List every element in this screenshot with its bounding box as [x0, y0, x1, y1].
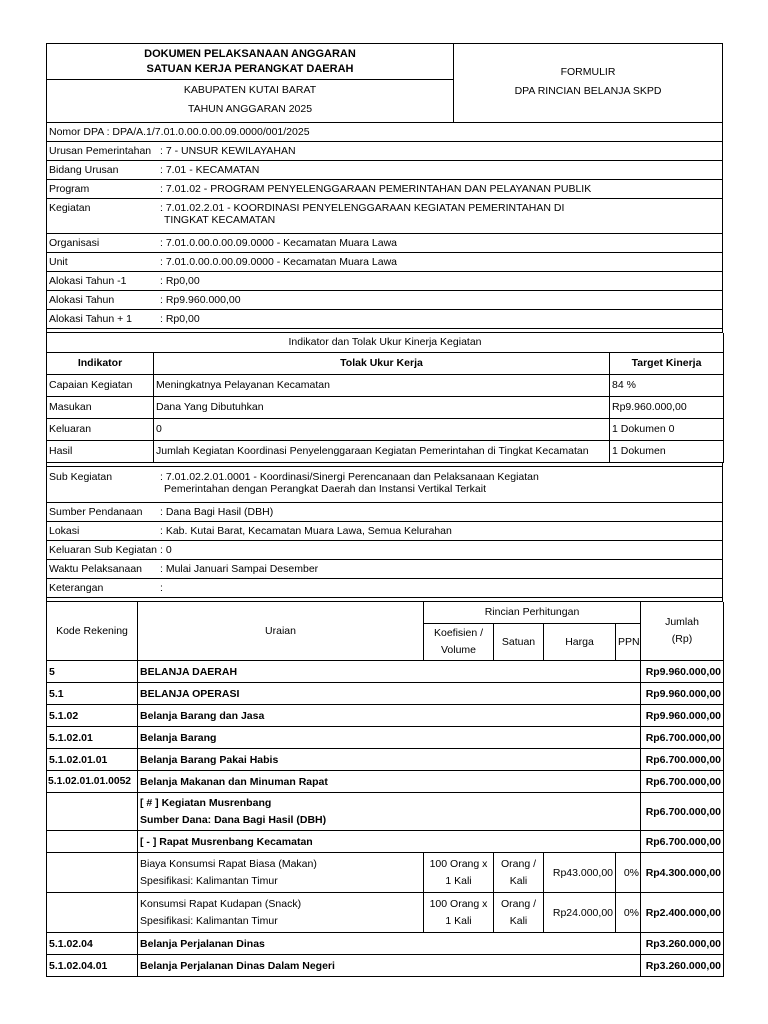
uraian-cell: Belanja Makanan dan Minuman Rapat	[138, 771, 641, 793]
sub-value: : Mulai Januari Sampai Desember	[160, 562, 319, 575]
col-koef-line2: Volume	[440, 644, 477, 656]
jumlah-cell: Rp4.300.000,00	[641, 853, 724, 893]
tolak-cell: Jumlah Kegiatan Koordinasi Penyelenggaraan Kegiatan Pemerintahan di Tingkat Kecamatan	[154, 440, 610, 462]
col-satuan: Satuan	[494, 624, 544, 661]
title-line-1: DOKUMEN PELAKSANAAN ANGGARAN	[144, 48, 356, 60]
jumlah-cell: Rp9.960.000,00	[641, 705, 724, 727]
info-row	[46, 234, 723, 253]
sub-value-line1: : 7.01.02.2.01.0001 - Koordinasi/Sinergi Perencanaan dan Pelaksanaan Kegiatan	[160, 470, 539, 483]
info-label: Alokasi Tahun + 1	[49, 313, 132, 325]
jumlah-cell: Rp6.700.000,00	[641, 749, 724, 771]
koef-line1: 100 Orang x	[429, 897, 488, 910]
col-kode: Kode Rekening	[47, 602, 138, 661]
jumlah-cell: Rp2.400.000,00	[641, 893, 724, 933]
info-value-line1: : 7.01.02.2.01 - KOORDINASI PENYELENGGARAAN KEGIATAN PEMERINTAHAN DI	[160, 202, 565, 214]
sub-row	[46, 579, 723, 598]
item-row	[47, 853, 724, 893]
title-line-2: SATUAN KERJA PERANGKAT DAERAH	[146, 63, 354, 75]
info-label: Organisasi	[49, 237, 100, 249]
jumlah-cell: Rp6.700.000,00	[641, 727, 724, 749]
jumlah-cell: Rp3.260.000,00	[641, 955, 724, 977]
info-value-line2: TINGKAT KECAMATAN	[164, 214, 276, 226]
koef-line2: 1 Kali	[445, 874, 472, 887]
koef-line1: 100 Orang x	[429, 857, 488, 870]
sub-row	[46, 467, 723, 503]
kode-cell	[47, 893, 138, 933]
col-ppn: PPN	[616, 624, 641, 661]
satuan-line1: Orang /	[500, 857, 537, 870]
uraian-cell: Belanja Perjalanan Dinas	[138, 933, 641, 955]
uraian-cell: [ - ] Rapat Musrenbang Kecamatan	[138, 831, 641, 853]
target-cell: 1 Dokumen 0	[610, 418, 724, 440]
info-label: Alokasi Tahun	[49, 294, 115, 306]
info-value: : 7.01.02 - PROGRAM PENYELENGGARAAN PEMERINTAHAN DAN PELAYANAN PUBLIK	[160, 183, 592, 195]
info-row	[46, 161, 723, 180]
jumlah-cell: Rp6.700.000,00	[641, 793, 724, 831]
ppn-cell: 0%	[616, 853, 641, 893]
col-jumlah-line1: Jumlah	[665, 615, 699, 628]
sub-value-line2: Pemerintahan dengan Perangkat Daerah dan Instansi Vertikal Terkait	[164, 482, 487, 495]
target-cell: 1 Dokumen	[610, 440, 724, 462]
col-rincian: Rincian Perhitungan	[424, 602, 641, 624]
col-koefisien	[424, 624, 494, 661]
jumlah-cell: Rp9.960.000,00	[641, 661, 724, 683]
nomor-dpa-text: Nomor DPA : DPA/A.1/7.01.0.00.0.00.09.0000/001/2025	[49, 126, 310, 138]
info-label: Alokasi Tahun -1	[49, 275, 127, 287]
info-value: : 7.01.0.00.0.00.09.0000 - Kecamatan Muara Lawa	[160, 256, 397, 268]
kode-cell: 5.1.02.01.01	[47, 749, 138, 771]
table-row	[47, 749, 724, 771]
header-right	[454, 44, 722, 122]
col-target: Target Kinerja	[610, 352, 724, 374]
sub-value: : Kab. Kutai Barat, Kecamatan Muara Lawa, Semua Kelurahan	[160, 524, 452, 537]
sub-label: Keluaran Sub Kegiatan	[49, 543, 157, 556]
ppn-cell: 0%	[616, 893, 641, 933]
satuan-cell	[494, 893, 544, 933]
header-title	[47, 47, 453, 77]
region-label: KABUPATEN KUTAI BARAT	[183, 84, 317, 96]
item-spek: Spesifikasi: Kalimantan Timur	[140, 874, 278, 887]
satuan-line1: Orang /	[500, 897, 537, 910]
info-row	[46, 199, 723, 234]
uraian-cell: Belanja Perjalanan Dinas Dalam Negeri	[138, 955, 641, 977]
kode-cell: 5	[47, 661, 138, 683]
satuan-line2: Kali	[509, 914, 528, 927]
document-header	[46, 43, 723, 123]
info-row	[46, 272, 723, 291]
kode-cell: 5.1	[47, 683, 138, 705]
item-spek: Spesifikasi: Kalimantan Timur	[140, 914, 278, 927]
sub-value: : 0	[160, 543, 172, 556]
info-row	[46, 180, 723, 199]
info-value	[160, 202, 722, 226]
indikator-cell: Keluaran	[47, 418, 154, 440]
target-cell: Rp9.960.000,00	[610, 396, 724, 418]
table-row	[47, 705, 724, 727]
info-label: Program	[49, 183, 90, 195]
item-name: Biaya Konsumsi Rapat Biasa (Makan)	[140, 857, 317, 870]
harga-cell: Rp24.000,00	[544, 893, 616, 933]
sub-label: Sub Kegiatan	[49, 470, 113, 483]
table-row	[47, 683, 724, 705]
info-value: : 7.01.0.00.0.00.09.0000 - Kecamatan Muara Lawa	[160, 237, 397, 249]
sub-row	[46, 522, 723, 541]
group-line2: Sumber Dana: Dana Bagi Hasil (DBH)	[140, 813, 327, 826]
indikator-cell: Capaian Kegiatan	[47, 374, 154, 396]
info-label: Urusan Pemerintahan	[49, 145, 152, 157]
item-row	[47, 893, 724, 933]
uraian-cell: BELANJA DAERAH	[138, 661, 641, 683]
kode-cell: 5.1.02.04	[47, 933, 138, 955]
info-row	[46, 291, 723, 310]
sub-label: Lokasi	[49, 524, 80, 537]
sub-value	[160, 471, 722, 495]
form-label: FORMULIR	[560, 66, 616, 78]
year-label: TAHUN ANGGARAN 2025	[187, 103, 313, 115]
table-row	[47, 727, 724, 749]
info-value: : 7.01 - KECAMATAN	[160, 164, 260, 176]
indikator-title: Indikator dan Tolak Ukur Kinerja Kegiatan	[47, 333, 724, 352]
col-jumlah	[641, 602, 724, 661]
sub-row	[46, 560, 723, 579]
sub-value: :	[160, 581, 163, 594]
group-row	[47, 793, 724, 831]
uraian-cell: Belanja Barang dan Jasa	[138, 705, 641, 727]
col-tolak: Tolak Ukur Kerja	[154, 352, 610, 374]
table-row	[47, 661, 724, 683]
col-uraian: Uraian	[138, 602, 424, 661]
info-value: : 7 - UNSUR KEWILAYAHAN	[160, 145, 296, 157]
jumlah-cell: Rp6.700.000,00	[641, 831, 724, 853]
col-harga: Harga	[544, 624, 616, 661]
item-name: Konsumsi Rapat Kudapan (Snack)	[140, 897, 302, 910]
dpa-document	[46, 43, 723, 977]
satuan-cell	[494, 853, 544, 893]
info-value: : Rp0,00	[160, 275, 200, 287]
rincian-table	[46, 602, 724, 978]
info-value: : Rp0,00	[160, 313, 200, 325]
form-name: DPA RINCIAN BELANJA SKPD	[514, 85, 662, 97]
sub-value: : Dana Bagi Hasil (DBH)	[160, 505, 274, 518]
col-jumlah-line2: (Rp)	[671, 632, 693, 645]
koef-line2: 1 Kali	[445, 914, 472, 927]
info-row	[46, 310, 723, 329]
kode-cell	[47, 793, 138, 831]
col-indikator: Indikator	[47, 352, 154, 374]
koefisien-cell	[424, 893, 494, 933]
tolak-cell: Meningkatnya Pelayanan Kecamatan	[154, 374, 610, 396]
subgroup-row	[47, 831, 724, 853]
sub-row	[46, 541, 723, 560]
target-cell: 84 %	[610, 374, 724, 396]
tolak-cell: Dana Yang Dibutuhkan	[154, 396, 610, 418]
koefisien-cell	[424, 853, 494, 893]
sub-label: Waktu Pelaksanaan	[49, 562, 142, 575]
sub-label: Sumber Pendanaan	[49, 505, 143, 518]
kode-cell	[47, 831, 138, 853]
info-row	[46, 253, 723, 272]
indikator-cell: Hasil	[47, 440, 154, 462]
col-koef-line1: Koefisien /	[433, 627, 484, 639]
kode-cell: 5.1.02	[47, 705, 138, 727]
jumlah-cell: Rp6.700.000,00	[641, 771, 724, 793]
info-label: Unit	[49, 256, 68, 268]
kode-cell: 5.1.02.04.01	[47, 955, 138, 977]
indikator-cell: Masukan	[47, 396, 154, 418]
table-row	[47, 771, 724, 793]
indikator-table	[46, 333, 724, 463]
table-row	[47, 933, 724, 955]
uraian-cell	[138, 853, 424, 893]
uraian-cell: Belanja Barang Pakai Habis	[138, 749, 641, 771]
nomor-dpa	[46, 123, 723, 142]
sub-row	[46, 503, 723, 522]
harga-cell: Rp43.000,00	[544, 853, 616, 893]
header-left	[47, 44, 454, 122]
kode-cell	[47, 853, 138, 893]
info-label: Kegiatan	[49, 202, 91, 214]
table-row	[47, 955, 724, 977]
tolak-cell: 0	[154, 418, 610, 440]
group-line1: [ # ] Kegiatan Musrenbang	[140, 796, 272, 809]
uraian-cell: BELANJA OPERASI	[138, 683, 641, 705]
sub-label: Keterangan	[49, 581, 104, 594]
info-label: Bidang Urusan	[49, 164, 119, 176]
uraian-cell	[138, 893, 424, 933]
kode-cell: 5.1.02.01.01.0052	[47, 771, 138, 793]
kode-cell: 5.1.02.01	[47, 727, 138, 749]
info-row	[46, 142, 723, 161]
info-value: : Rp9.960.000,00	[160, 294, 241, 306]
jumlah-cell: Rp9.960.000,00	[641, 683, 724, 705]
uraian-cell: Belanja Barang	[138, 727, 641, 749]
uraian-cell	[138, 793, 641, 831]
satuan-line2: Kali	[509, 874, 528, 887]
jumlah-cell: Rp3.260.000,00	[641, 933, 724, 955]
